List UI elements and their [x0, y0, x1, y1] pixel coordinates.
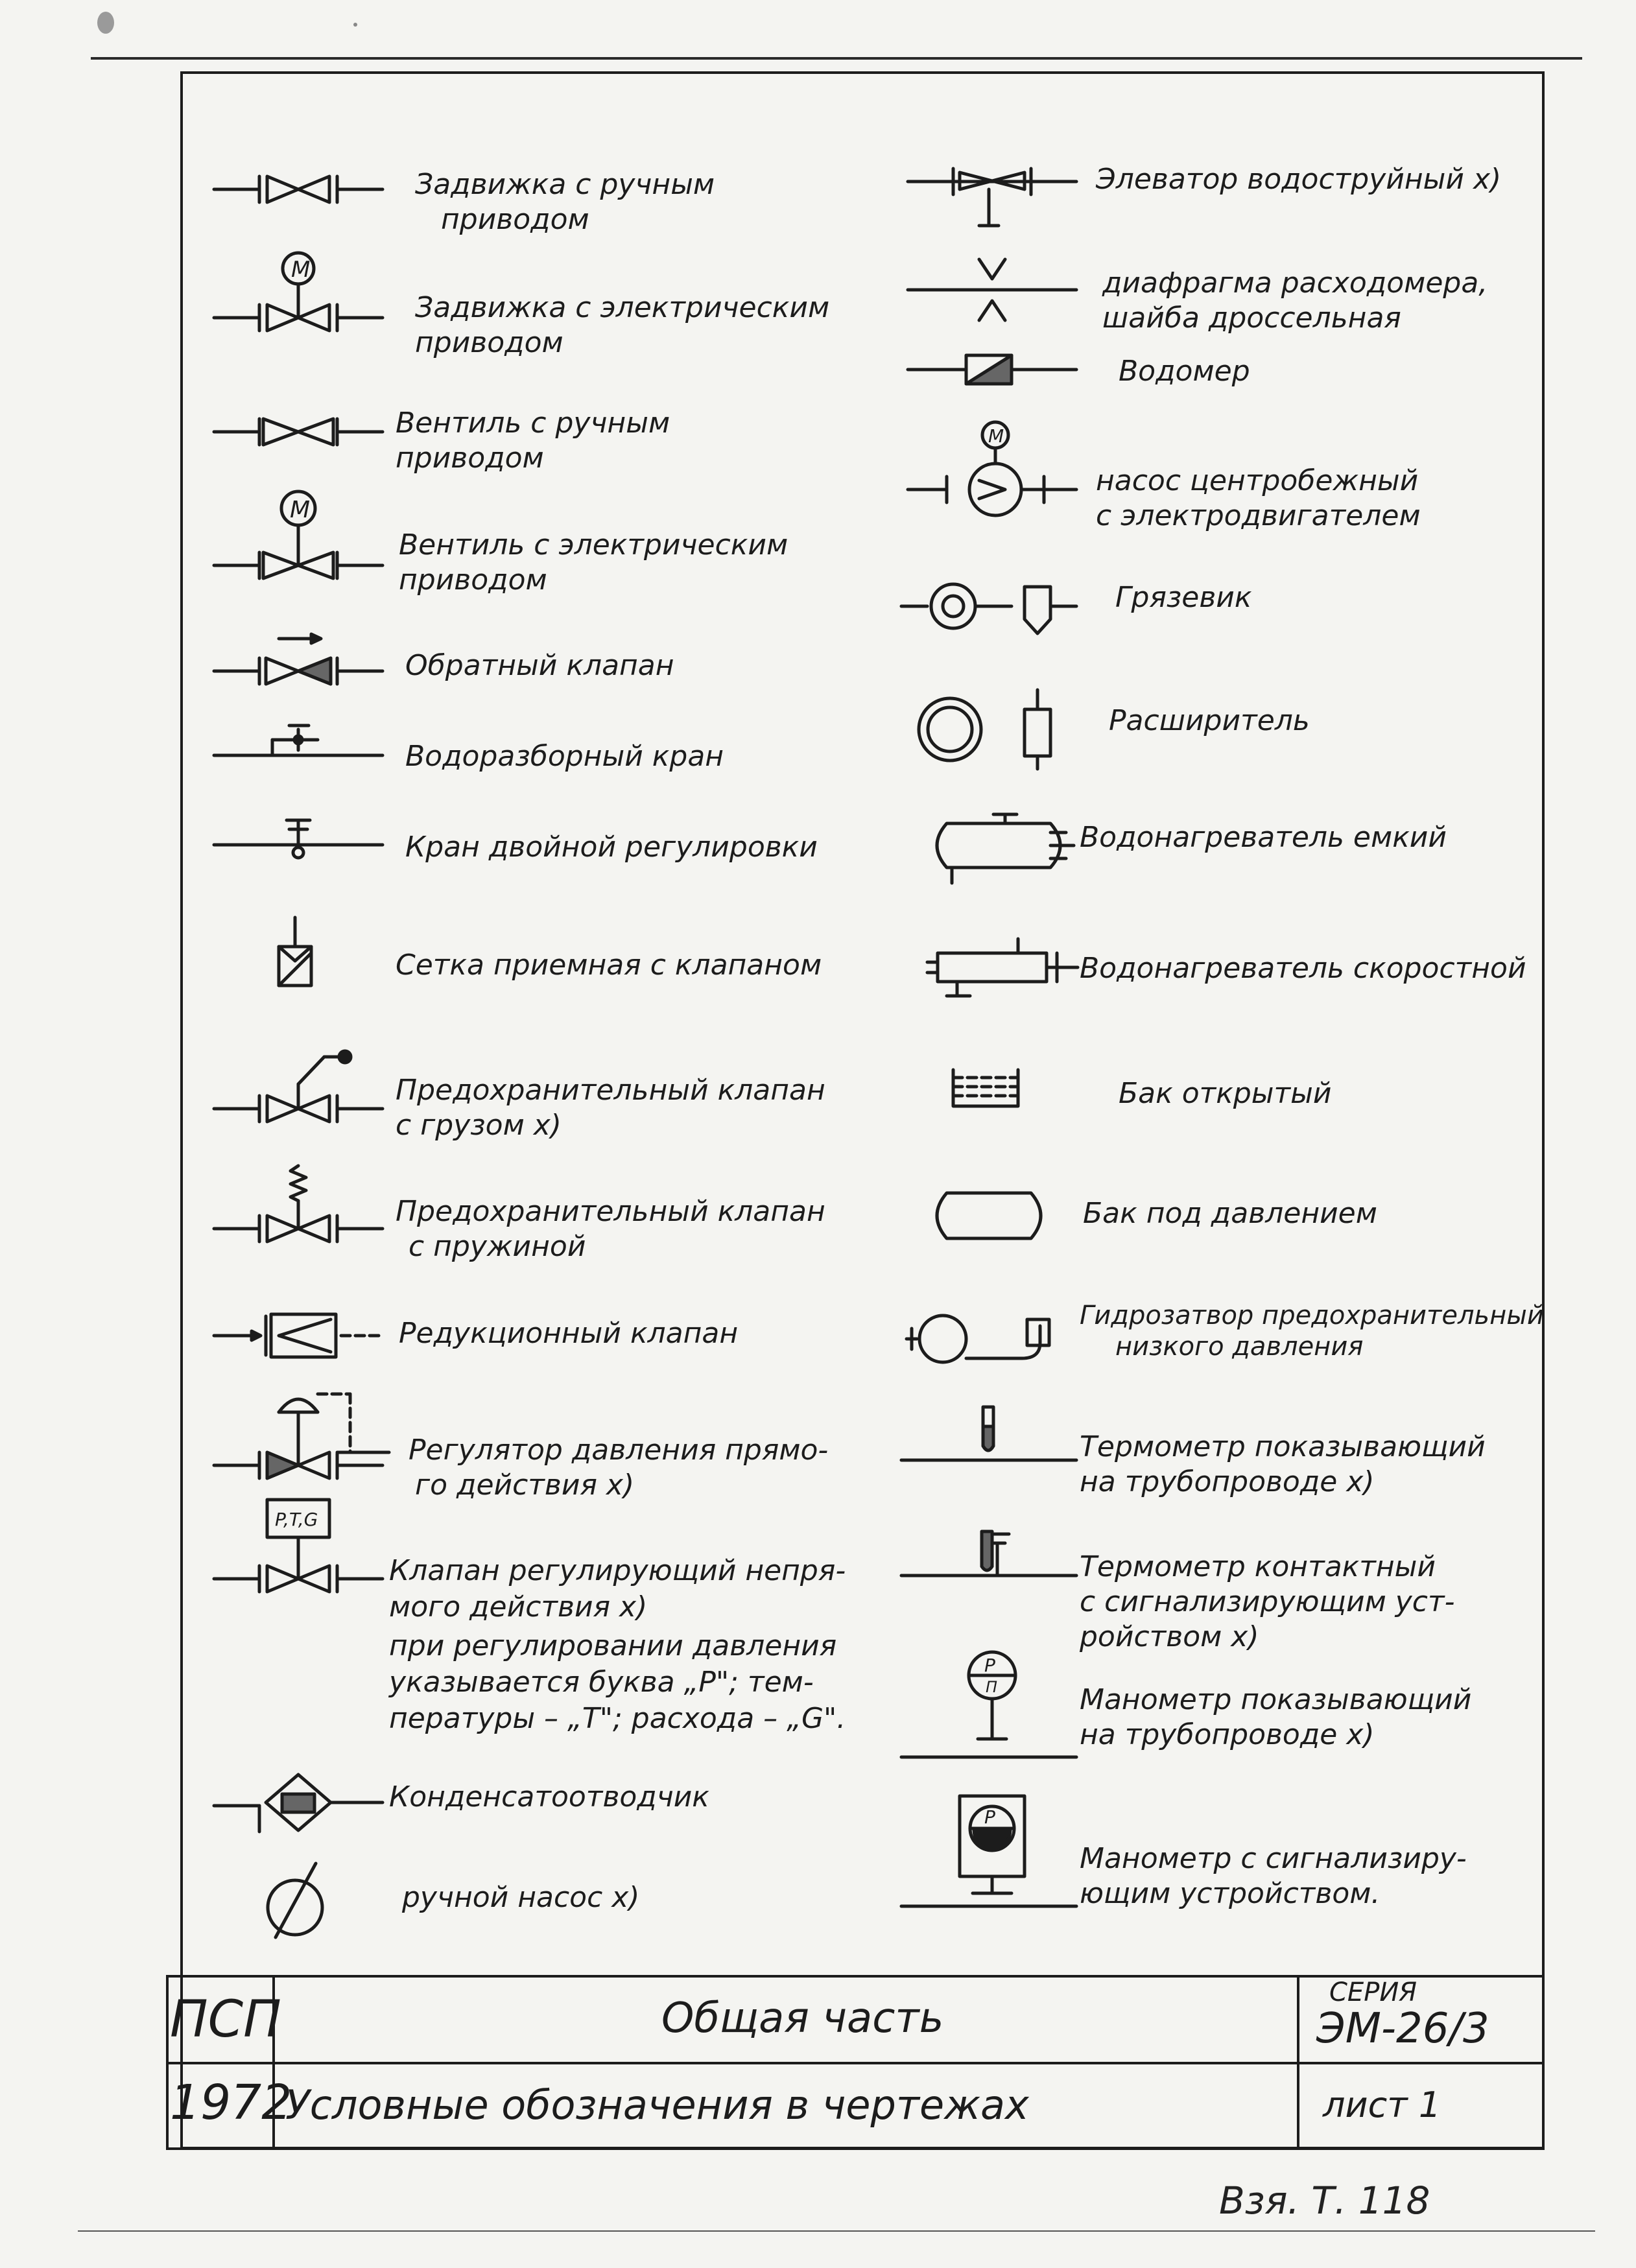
- centrifugal-pump-label: насос центробежный с электродвигателем: [1096, 464, 1421, 532]
- pressure-tank-label: Бак под давлением: [1083, 1197, 1377, 1230]
- gate-valve-manual-icon: [214, 170, 383, 209]
- pressure-regulator-icon: [214, 1381, 402, 1491]
- hydraulic-seal-icon: [901, 1306, 1083, 1384]
- steam-trap-label: Конденсатоотводчик: [389, 1780, 709, 1813]
- sheet-number: лист 1: [1323, 2085, 1441, 2125]
- check-valve-label: Обратный клапан: [405, 649, 674, 682]
- intake-strainer-icon: [272, 914, 318, 992]
- manometer-signal-label: Манометр с сигнализиру- ющим устройством.: [1080, 1842, 1467, 1910]
- hydraulic-seal-label: Гидрозатвор предохранительный низкого давления: [1080, 1301, 1544, 1362]
- water-tap-label: Водоразборный кран: [405, 740, 724, 773]
- orifice-plate-icon: [908, 254, 1076, 332]
- safety-valve-spring-icon: [214, 1161, 383, 1251]
- manometer-signal-icon: [901, 1790, 1083, 1913]
- stop-valve-electric-icon: [214, 486, 383, 597]
- series-label: СЕРИЯ: [1329, 1978, 1417, 2007]
- scan-artifact: [97, 12, 114, 34]
- expansion-tank-label: Расширитель: [1109, 704, 1310, 737]
- reducing-valve-icon: [214, 1306, 383, 1365]
- title-block-divider: [166, 2062, 1545, 2064]
- svg-text:П: П: [986, 1678, 998, 1696]
- reducing-valve-label: Редукционный клапан: [399, 1317, 739, 1350]
- thermometer-contact-label: Термометр контактный с сигнализирующим уст- ройством x): [1080, 1550, 1455, 1653]
- svg-text:M: M: [291, 257, 311, 283]
- section-title: Общая часть: [661, 1994, 944, 2042]
- gate-valve-electric-icon: [214, 246, 383, 350]
- series-code: ЭМ-26/3: [1316, 2005, 1489, 2053]
- water-meter-label: Водомер: [1119, 355, 1250, 388]
- top-edge-rule: [91, 57, 1582, 60]
- thermometer-indicating-label: Термометр показывающий на трубопроводе x): [1080, 1430, 1486, 1498]
- centrifugal-pump-icon: [908, 418, 1076, 528]
- expansion-tank-icon: [914, 681, 1070, 772]
- control-valve-indirect-label: Клапан регулирующий непря- мого действия x) при регулировании давления указывается буква „P"; тем- пературы – „T"; расхода – „G".: [389, 1554, 846, 1735]
- instant-heater-label: Водонагреватель скоростной: [1080, 952, 1526, 985]
- steam-trap-icon: [214, 1767, 383, 1838]
- drawing-frame: [180, 71, 1545, 2149]
- orifice-plate-label: диафрагма расходомера, шайба дроссельная: [1102, 266, 1488, 335]
- bottom-edge-rule: [78, 2230, 1595, 2232]
- pressure-tank-icon: [921, 1187, 1063, 1245]
- scan-artifact: [353, 23, 357, 27]
- gate-valve-electric-label: Задвижка с электрическим приводом: [415, 291, 830, 359]
- water-jet-elevator-label: Элеватор водоструйный x): [1096, 163, 1502, 196]
- double-regulation-tap-label: Кран двойной регулировки: [405, 831, 818, 864]
- year: 1972: [170, 2075, 292, 2131]
- hand-pump-icon: [256, 1854, 334, 1952]
- control-valve-indirect-icon: [214, 1494, 383, 1611]
- hand-pump-label: ручной насос x): [402, 1881, 640, 1914]
- org-code: ПСП: [170, 1990, 281, 2049]
- dirt-trap-label: Грязевик: [1115, 581, 1252, 614]
- storage-heater-icon: [921, 804, 1089, 888]
- thermometer-indicating-icon: [901, 1400, 1083, 1465]
- water-jet-elevator-icon: [908, 163, 1076, 235]
- intake-strainer-label: Сетка приемная с клапаном: [396, 949, 822, 982]
- handwritten-note: Взя. Т. 118: [1219, 2179, 1430, 2223]
- manometer-indicating-label: Манометр показывающий на трубопроводе x): [1080, 1683, 1472, 1751]
- svg-text:M: M: [988, 425, 1004, 447]
- water-meter-icon: [908, 350, 1076, 389]
- safety-valve-spring-label: Предохранительный клапан с пружиной: [396, 1195, 825, 1263]
- thermometer-contact-icon: [901, 1524, 1083, 1582]
- subject-title: Условные обозначения в чертежах: [285, 2081, 1029, 2129]
- pressure-regulator-label: Регулятор давления прямо- го действия x): [409, 1434, 829, 1502]
- dirt-trap-icon: [901, 574, 1083, 645]
- svg-text:P: P: [984, 1655, 995, 1676]
- gate-valve-manual-label: Задвижка с ручным приводом: [415, 168, 715, 236]
- stop-valve-manual-icon: [214, 412, 383, 451]
- svg-text:M: M: [290, 497, 311, 523]
- svg-text:P: P: [984, 1806, 995, 1828]
- check-valve-icon: [214, 632, 383, 697]
- stop-valve-electric-label: Вентиль с электрическим приводом: [399, 528, 788, 597]
- instant-heater-icon: [927, 934, 1083, 1005]
- storage-heater-label: Водонагреватель емкий: [1080, 821, 1447, 854]
- open-tank-label: Бак открытый: [1119, 1077, 1332, 1110]
- double-regulation-tap-icon: [214, 814, 383, 866]
- safety-valve-weight-icon: [214, 1044, 383, 1128]
- open-tank-icon: [947, 1063, 1031, 1115]
- stop-valve-manual-label: Вентиль с ручным приводом: [396, 407, 670, 475]
- svg-text:P,T,G: P,T,G: [275, 1509, 318, 1530]
- manometer-indicating-icon: [901, 1647, 1083, 1764]
- water-tap-icon: [214, 716, 383, 768]
- safety-valve-weight-label: Предохранительный клапан с грузом x): [396, 1074, 825, 1142]
